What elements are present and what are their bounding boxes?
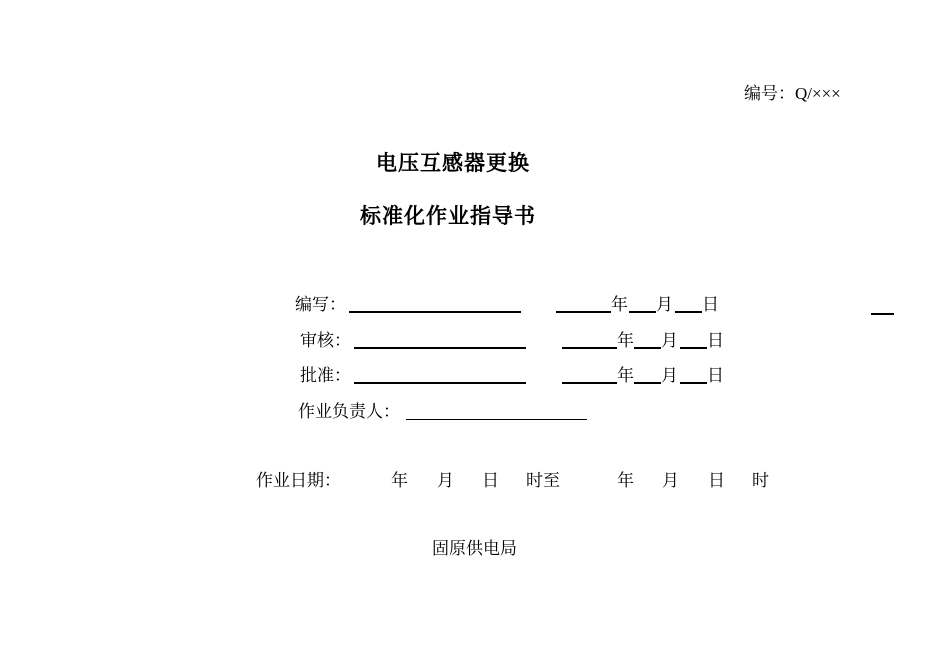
reviewer-day-label: 日 [707, 331, 724, 351]
document-number-label: 编号： [744, 84, 795, 104]
approver-day-line[interactable] [680, 382, 707, 384]
reviewer-month-label: 月 [661, 331, 678, 351]
reviewer-day-line[interactable] [680, 347, 707, 349]
author-year-line[interactable] [556, 311, 611, 313]
approver-month-label: 月 [661, 366, 678, 386]
work-date-end-hour: 时 [752, 471, 769, 491]
reviewer-year-line[interactable] [562, 347, 617, 349]
author-month-label: 月 [656, 295, 673, 315]
work-owner-signature-line[interactable] [406, 419, 587, 420]
document-number [744, 79, 841, 104]
title-line-1: 电压互感器更换 [376, 151, 530, 175]
work-date-start-month: 月 [437, 471, 454, 491]
work-date-start-year: 年 [391, 471, 408, 491]
approver-year-label: 年 [617, 366, 634, 386]
author-year-label: 年 [611, 295, 628, 315]
author-day-label: 日 [702, 295, 719, 315]
work-date-label: 作业日期： [256, 471, 341, 491]
work-date-start-hour-to: 时至 [526, 471, 560, 491]
approver-day-label: 日 [707, 366, 724, 386]
approver-month-line[interactable] [634, 382, 661, 384]
work-date-start-day: 日 [482, 471, 499, 491]
work-date-end-day: 日 [708, 471, 725, 491]
reviewer-signature-line[interactable] [354, 347, 526, 349]
author-day-line[interactable] [675, 311, 702, 313]
approver-signature-line[interactable] [354, 382, 526, 384]
work-date-end-year: 年 [617, 471, 634, 491]
work-date-end-month: 月 [662, 471, 679, 491]
signoff-author-label: 编写： [295, 295, 346, 315]
reviewer-month-line[interactable] [634, 347, 661, 349]
margin-dash [871, 313, 894, 315]
title-line-2: 标准化作业指导书 [360, 204, 536, 228]
signoff-approver-label: 批准： [300, 366, 351, 386]
work-owner-label: 作业负责人： [298, 402, 400, 422]
author-month-line[interactable] [629, 311, 656, 313]
approver-year-line[interactable] [562, 382, 617, 384]
author-signature-line[interactable] [349, 311, 521, 313]
document-number-value: Q/××× [795, 84, 841, 103]
reviewer-year-label: 年 [617, 331, 634, 351]
issuing-organization: 固原供电局 [432, 539, 517, 559]
signoff-reviewer-label: 审核： [300, 331, 351, 351]
